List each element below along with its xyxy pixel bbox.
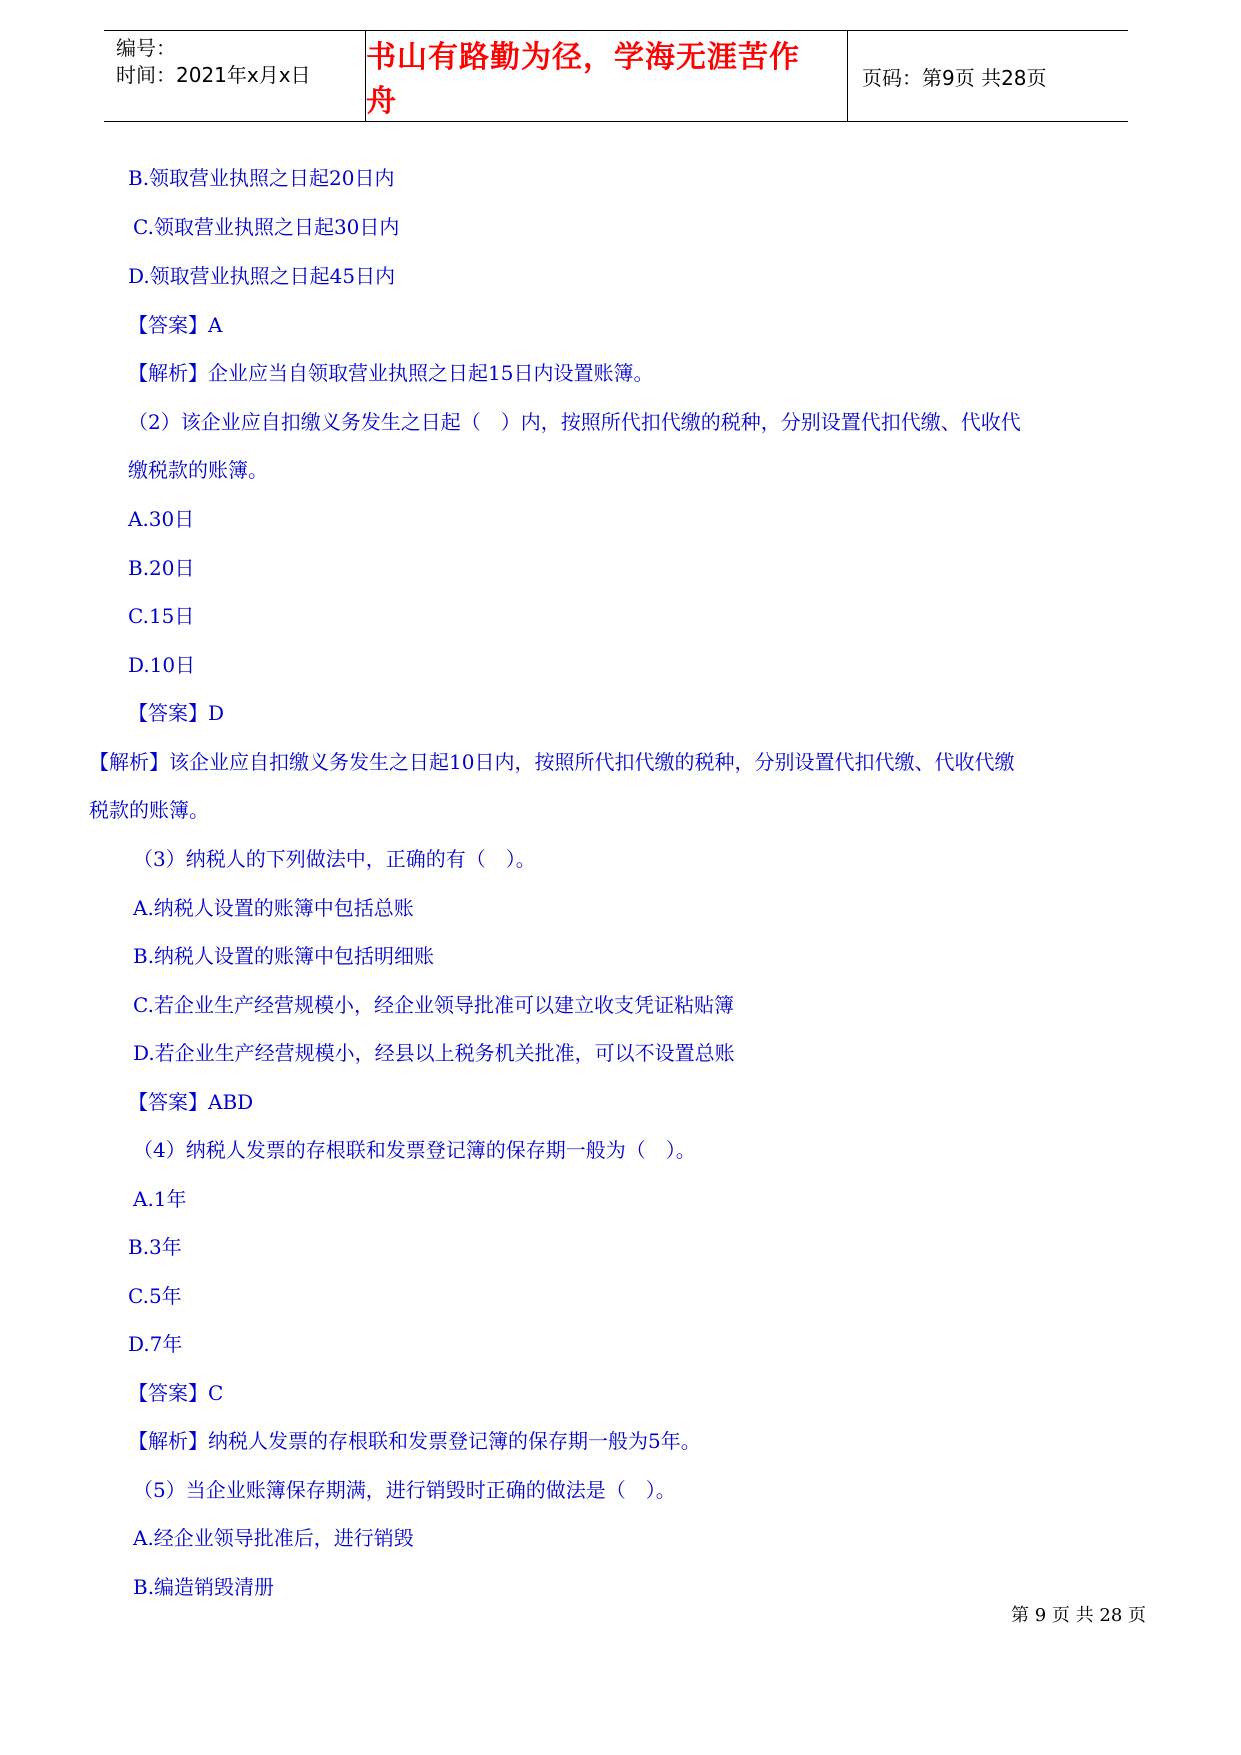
body-line: D.领取营业执照之日起45日内 [128,264,396,288]
question-line: （4）纳税人发票的存根联和发票登记簿的保存期一般为（ ）。 [133,1138,696,1162]
answer-line: 【答案】C [128,1381,224,1405]
answer-line: 【答案】ABD [128,1090,254,1114]
question-line: 缴税款的账簿。 [128,458,268,482]
answer-line: 【答案】A [128,313,223,337]
option-line: D.10日 [128,653,196,677]
option-line: B.20日 [128,556,195,580]
analysis-line: 税款的账簿。 [89,798,209,822]
body-line: B.领取营业执照之日起20日内 [128,166,395,190]
header-page-label: 页码：第9页 共28页 [862,65,1047,90]
document-header [104,30,1128,122]
analysis-line: 【解析】企业应当自领取营业执照之日起15日内设置账簿。 [128,361,654,385]
analysis-line: 【解析】该企业应自扣缴义务发生之日起10日内，按照所代扣代缴的税种，分别设置代扣代缴、代收代缴 [89,750,1015,774]
body-line: C.领取营业执照之日起30日内 [133,215,400,239]
option-line: B.纳税人设置的账簿中包括明细账 [133,944,435,968]
question-line: （5）当企业账簿保存期满，进行销毁时正确的做法是（ ）。 [133,1478,676,1502]
header-date-label: 时间：2021年x月x日 [116,63,311,87]
answer-line: 【答案】D [128,701,225,725]
header-motto: 书山有路勤为径，学海无涯苦作舟 [366,40,800,119]
page-footer: 第 9 页 共 28 页 [1011,1605,1146,1626]
option-line: A.经企业领导批准后，进行销毁 [133,1526,414,1550]
option-line: D.7年 [128,1332,183,1356]
option-line: D.若企业生产经营规模小，经县以上税务机关批准，可以不设置总账 [133,1041,735,1065]
header-divider [847,31,848,121]
question-line: （3）纳税人的下列做法中，正确的有（ ）。 [133,847,536,871]
option-line: C.5年 [128,1284,182,1308]
header-number-label: 编号： [116,36,176,60]
option-line: B.3年 [128,1235,182,1259]
header-meta [116,35,311,89]
analysis-line: 【解析】纳税人发票的存根联和发票登记簿的保存期一般为5年。 [128,1429,701,1453]
option-line: C.15日 [128,604,195,628]
option-line: A.纳税人设置的账簿中包括总账 [133,896,414,920]
option-line: C.若企业生产经营规模小，经企业领导批准可以建立收支凭证粘贴簿 [133,993,734,1017]
option-line: A.30日 [128,507,195,531]
option-line: A.1年 [133,1187,187,1211]
question-line: （2）该企业应自扣缴义务发生之日起（ ）内，按照所代扣代缴的税种，分别设置代扣代缴、代收代 [128,410,1021,434]
option-line: B.编造销毁清册 [133,1575,275,1599]
